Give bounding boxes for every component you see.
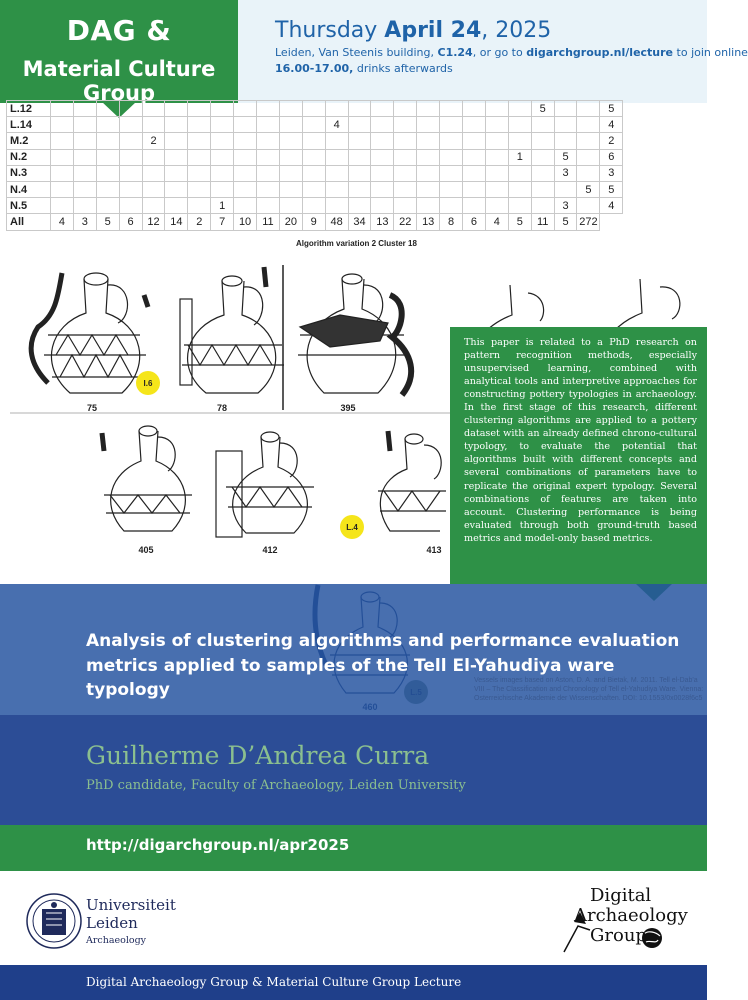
table-cell <box>119 101 142 117</box>
vessel-number: 412 <box>262 545 278 555</box>
table-cell <box>211 149 234 165</box>
table-cell <box>577 101 600 117</box>
table-cell <box>234 198 257 214</box>
table-cell <box>302 181 325 197</box>
table-cell <box>463 149 486 165</box>
table-cell <box>440 198 463 214</box>
table-cell <box>325 149 348 165</box>
table-cell <box>279 101 302 117</box>
table-cell <box>73 181 96 197</box>
table-cell <box>119 117 142 133</box>
group-title-line1: DAG & <box>66 14 172 47</box>
table-cell <box>302 165 325 181</box>
table-cell <box>188 149 211 165</box>
author-band <box>0 715 707 825</box>
table-cell <box>577 149 600 165</box>
table-cell <box>485 133 508 149</box>
table-cell: 4 <box>600 117 623 133</box>
table-cell <box>51 198 74 214</box>
table-cell <box>188 117 211 133</box>
event-url-link[interactable]: http://digarchgroup.nl/apr2025 <box>86 836 350 854</box>
table-cell <box>234 149 257 165</box>
table-cell <box>440 149 463 165</box>
table-cell: 3 <box>73 214 96 230</box>
table-cell <box>51 181 74 197</box>
table-cell: 3 <box>600 165 623 181</box>
table-cell <box>371 133 394 149</box>
time-suffix: drinks afterwards <box>353 62 453 75</box>
table-cell <box>485 117 508 133</box>
row-label: N.4 <box>7 181 51 197</box>
date-weekday: Thursday <box>275 18 385 43</box>
table-cell <box>73 165 96 181</box>
table-cell <box>165 133 188 149</box>
table-cell <box>531 149 554 165</box>
table-cell: 8 <box>440 214 463 230</box>
table-cell <box>96 149 119 165</box>
table-cell <box>440 117 463 133</box>
table-cell <box>96 181 119 197</box>
table-cell <box>417 198 440 214</box>
table-cell <box>348 101 371 117</box>
table-cell <box>485 181 508 197</box>
event-location <box>275 46 748 59</box>
table-cell: 5 <box>577 181 600 197</box>
vessel-405-drawing <box>102 426 192 531</box>
table-cell: 12 <box>142 214 165 230</box>
footer-text: Digital Archaeology Group & Material Culture Group Lecture <box>86 975 462 989</box>
table-cell <box>51 101 74 117</box>
table-cell <box>302 198 325 214</box>
table-row <box>7 101 623 117</box>
table-cell <box>165 117 188 133</box>
table-cell <box>325 198 348 214</box>
table-cell <box>142 198 165 214</box>
table-cell: 20 <box>279 214 302 230</box>
table-cell: 4 <box>51 214 74 230</box>
dag-logo-line2: Archaeology <box>574 905 688 926</box>
table-cell: 10 <box>234 214 257 230</box>
vessel-number: 78 <box>216 403 228 413</box>
university-seal-icon <box>26 893 82 949</box>
table-cell <box>348 117 371 133</box>
table-cell <box>142 181 165 197</box>
vessel-75-drawing <box>31 273 148 393</box>
table-cell <box>188 181 211 197</box>
table-cell <box>234 101 257 117</box>
table-cell <box>485 165 508 181</box>
vessel-395-drawing <box>298 274 411 395</box>
table-cell <box>394 165 417 181</box>
table-cell <box>165 165 188 181</box>
table-cell <box>119 149 142 165</box>
event-info <box>238 0 748 103</box>
table-cell: 7 <box>211 214 234 230</box>
table-cell: 4 <box>600 198 623 214</box>
figure-title: Algorithm variation 2 Cluster 18 <box>296 239 417 248</box>
table-cell <box>211 133 234 149</box>
table-cell <box>417 149 440 165</box>
table-cell <box>257 181 280 197</box>
table-cell <box>279 149 302 165</box>
table-cell <box>279 181 302 197</box>
vessel-number: 405 <box>138 545 154 555</box>
table-cell: 11 <box>257 214 280 230</box>
table-cell <box>325 165 348 181</box>
row-label: N.3 <box>7 165 51 181</box>
table-cell <box>554 117 577 133</box>
table-cell: 2 <box>188 214 211 230</box>
typology-tag: L.4 <box>346 523 358 532</box>
row-label: L.14 <box>7 117 51 133</box>
leiden-logo-line1: Universiteit <box>86 896 176 914</box>
table-cell <box>257 133 280 149</box>
table-cell <box>302 149 325 165</box>
event-time <box>275 62 453 75</box>
location-mid: , or go to <box>472 46 527 59</box>
table-cell <box>371 117 394 133</box>
table-cell <box>257 198 280 214</box>
table-cell <box>348 149 371 165</box>
table-cell <box>188 101 211 117</box>
vessel-number: 395 <box>340 403 356 413</box>
table-cell <box>96 117 119 133</box>
table-cell <box>279 117 302 133</box>
table-cell <box>165 198 188 214</box>
table-cell <box>417 133 440 149</box>
location-suffix: to join online <box>673 46 748 59</box>
table-cell: 5 <box>554 214 577 230</box>
group-title-line2: Material Culture Group <box>22 57 216 105</box>
table-cell <box>485 198 508 214</box>
table-cell <box>508 165 531 181</box>
table-cell <box>531 165 554 181</box>
table-cell <box>257 165 280 181</box>
table-cell <box>371 165 394 181</box>
table-cell <box>394 198 417 214</box>
table-cell <box>485 149 508 165</box>
table-cell <box>554 181 577 197</box>
room: C1.24 <box>437 46 473 59</box>
table-cell <box>348 181 371 197</box>
table-cell <box>119 165 142 181</box>
table-row <box>7 117 623 133</box>
table-row <box>7 165 623 181</box>
table-cell: 1 <box>508 149 531 165</box>
table-cell <box>371 149 394 165</box>
table-cell <box>302 101 325 117</box>
table-cell: 6 <box>119 214 142 230</box>
table-cell <box>73 198 96 214</box>
table-cell: 13 <box>417 214 440 230</box>
table-cell <box>211 117 234 133</box>
table-cell <box>165 101 188 117</box>
table-row <box>7 198 623 214</box>
table-cell <box>577 133 600 149</box>
table-cell <box>279 198 302 214</box>
row-label: N.5 <box>7 198 51 214</box>
table-cell: 13 <box>371 214 394 230</box>
table-cell: 4 <box>325 117 348 133</box>
table-cell <box>165 149 188 165</box>
leiden-logo-line3: Archaeology <box>86 935 147 946</box>
table-cell <box>73 149 96 165</box>
table-cell <box>51 117 74 133</box>
date-day: April 24 <box>384 18 482 43</box>
table-cell <box>73 117 96 133</box>
location-prefix: Leiden, Van Steenis building, <box>275 46 438 59</box>
table-cell: 9 <box>302 214 325 230</box>
image-credit: Vessels images based on Aston, D. A. and Bietak, M. 2011. Tell el-Dab'a VIII – The Classification and Chronology of Tell el-Yahudiya Ware. Vienna: Osterreichische Akademie der Wissenschaften. DOI: 10.1553/0x0028f6c5 <box>474 677 704 702</box>
table-cell: 3 <box>554 198 577 214</box>
vessel-412-drawing <box>216 432 314 537</box>
table-cell <box>577 117 600 133</box>
table-cell <box>302 117 325 133</box>
table-cell <box>234 165 257 181</box>
row-label: N.2 <box>7 149 51 165</box>
table-cell <box>508 181 531 197</box>
table-cell <box>463 198 486 214</box>
table-cell: 5 <box>554 149 577 165</box>
table-cell <box>325 133 348 149</box>
table-cell <box>96 165 119 181</box>
table-cell <box>96 198 119 214</box>
talk-title: Analysis of clustering algorithms and performance evaluation metrics applied to samples of the Tell El-Yahudiya ware typology <box>86 631 680 701</box>
vessel-number: 75 <box>86 403 98 413</box>
abstract-text: This paper is related to a PhD research on pattern recognition methods, especially unsupervised learning, combined with analytical tools and interpretive approaches for constructing pottery typologies in archaeology. In the first stage of this research, different clustering algorithms are applied to a pottery dataset with an already defined chrono-cultural typology, to evaluate the potential that algorithms built with different concepts and several combinations of parameters have to replicate the original expert typology. Several combinations of features are taken into account. Clustering performance is being evaluated through both ground-truth based metrics and model-only based metrics. <box>450 327 707 584</box>
table-cell <box>440 181 463 197</box>
table-cell <box>394 101 417 117</box>
table-cell: 5 <box>600 101 623 117</box>
table-cell <box>325 101 348 117</box>
table-cell <box>577 165 600 181</box>
table-cell: 22 <box>394 214 417 230</box>
table-cell <box>417 101 440 117</box>
table-cell <box>302 133 325 149</box>
table-row <box>7 181 623 197</box>
date-year: , 2025 <box>481 18 552 43</box>
vessel-413-drawing <box>378 431 446 531</box>
table-cell <box>119 133 142 149</box>
table-cell <box>554 133 577 149</box>
table-cell: 2 <box>600 133 623 149</box>
leiden-logo-line2: Leiden <box>86 914 138 932</box>
table-cell <box>234 181 257 197</box>
online-link[interactable]: digarchgroup.nl/lecture <box>526 46 674 59</box>
vessel-number: 413 <box>426 545 442 555</box>
table-cell: 6 <box>600 149 623 165</box>
table-cell: 5 <box>531 101 554 117</box>
table-cell <box>211 101 234 117</box>
table-cell: 2 <box>142 133 165 149</box>
table-cell <box>188 133 211 149</box>
table-cell <box>188 198 211 214</box>
dag-logo-line1: Digital <box>590 885 652 906</box>
table-cell <box>463 101 486 117</box>
table-cell <box>188 165 211 181</box>
table-cell: 11 <box>531 214 554 230</box>
table-cell <box>234 133 257 149</box>
table-cell <box>142 117 165 133</box>
table-cell <box>531 133 554 149</box>
table-cell <box>51 133 74 149</box>
cluster-table <box>6 100 623 231</box>
table-cell <box>348 198 371 214</box>
table-cell <box>142 101 165 117</box>
table-cell <box>348 165 371 181</box>
table-cell: 6 <box>463 214 486 230</box>
table-cell <box>394 133 417 149</box>
speaker-name: Guilherme D’Andrea Curra <box>86 741 430 770</box>
table-cell <box>394 117 417 133</box>
table-cell <box>508 101 531 117</box>
table-cell <box>440 165 463 181</box>
table-cell <box>142 149 165 165</box>
table-cell <box>73 101 96 117</box>
table-cell <box>96 101 119 117</box>
event-date <box>275 18 551 43</box>
table-cell <box>257 117 280 133</box>
table-cell: 1 <box>211 198 234 214</box>
table-cell <box>96 133 119 149</box>
row-label: M.2 <box>7 133 51 149</box>
table-row <box>7 133 623 149</box>
table-row <box>7 149 623 165</box>
table-cell <box>531 198 554 214</box>
table-cell <box>51 165 74 181</box>
table-cell <box>463 133 486 149</box>
table-cell <box>531 117 554 133</box>
table-cell <box>371 101 394 117</box>
group-header <box>0 0 238 103</box>
table-cell <box>417 165 440 181</box>
table-cell <box>531 181 554 197</box>
table-cell <box>394 149 417 165</box>
dag-logo-line3: Group <box>590 925 647 946</box>
table-cell <box>257 149 280 165</box>
row-label: All <box>7 214 51 230</box>
table-cell <box>463 181 486 197</box>
table-row <box>7 214 623 230</box>
table-cell <box>165 181 188 197</box>
table-cell <box>394 181 417 197</box>
table-cell <box>279 165 302 181</box>
table-cell: 34 <box>348 214 371 230</box>
table-cell <box>577 198 600 214</box>
table-cell <box>142 165 165 181</box>
table-cell <box>371 198 394 214</box>
row-label: L.12 <box>7 101 51 117</box>
table-cell <box>463 165 486 181</box>
table-cell <box>417 117 440 133</box>
table-cell: 5 <box>508 214 531 230</box>
table-cell <box>508 198 531 214</box>
vessel-78-drawing <box>180 267 284 393</box>
table-cell <box>417 181 440 197</box>
table-cell <box>211 181 234 197</box>
table-cell <box>257 101 280 117</box>
table-cell: 3 <box>554 165 577 181</box>
table-cell: 5 <box>600 181 623 197</box>
table-cell <box>508 117 531 133</box>
table-cell <box>440 101 463 117</box>
table-cell <box>211 165 234 181</box>
speaker-role: PhD candidate, Faculty of Archaeology, Leiden University <box>86 778 466 793</box>
table-cell <box>119 181 142 197</box>
table-cell <box>325 181 348 197</box>
table-cell <box>508 133 531 149</box>
table-cell: 272 <box>577 214 600 230</box>
table-cell: 5 <box>96 214 119 230</box>
table-cell <box>279 133 302 149</box>
table-cell <box>348 133 371 149</box>
table-cell <box>463 117 486 133</box>
table-cell <box>119 198 142 214</box>
table-cell <box>485 101 508 117</box>
table-cell <box>234 117 257 133</box>
table-cell <box>371 181 394 197</box>
table-cell <box>51 149 74 165</box>
table-cell <box>73 133 96 149</box>
table-cell: 4 <box>485 214 508 230</box>
time: 16.00-17.00, <box>275 62 354 75</box>
table-cell <box>440 133 463 149</box>
typology-tag: I.6 <box>143 379 153 388</box>
table-cell <box>554 101 577 117</box>
table-cell: 48 <box>325 214 348 230</box>
table-cell: 14 <box>165 214 188 230</box>
